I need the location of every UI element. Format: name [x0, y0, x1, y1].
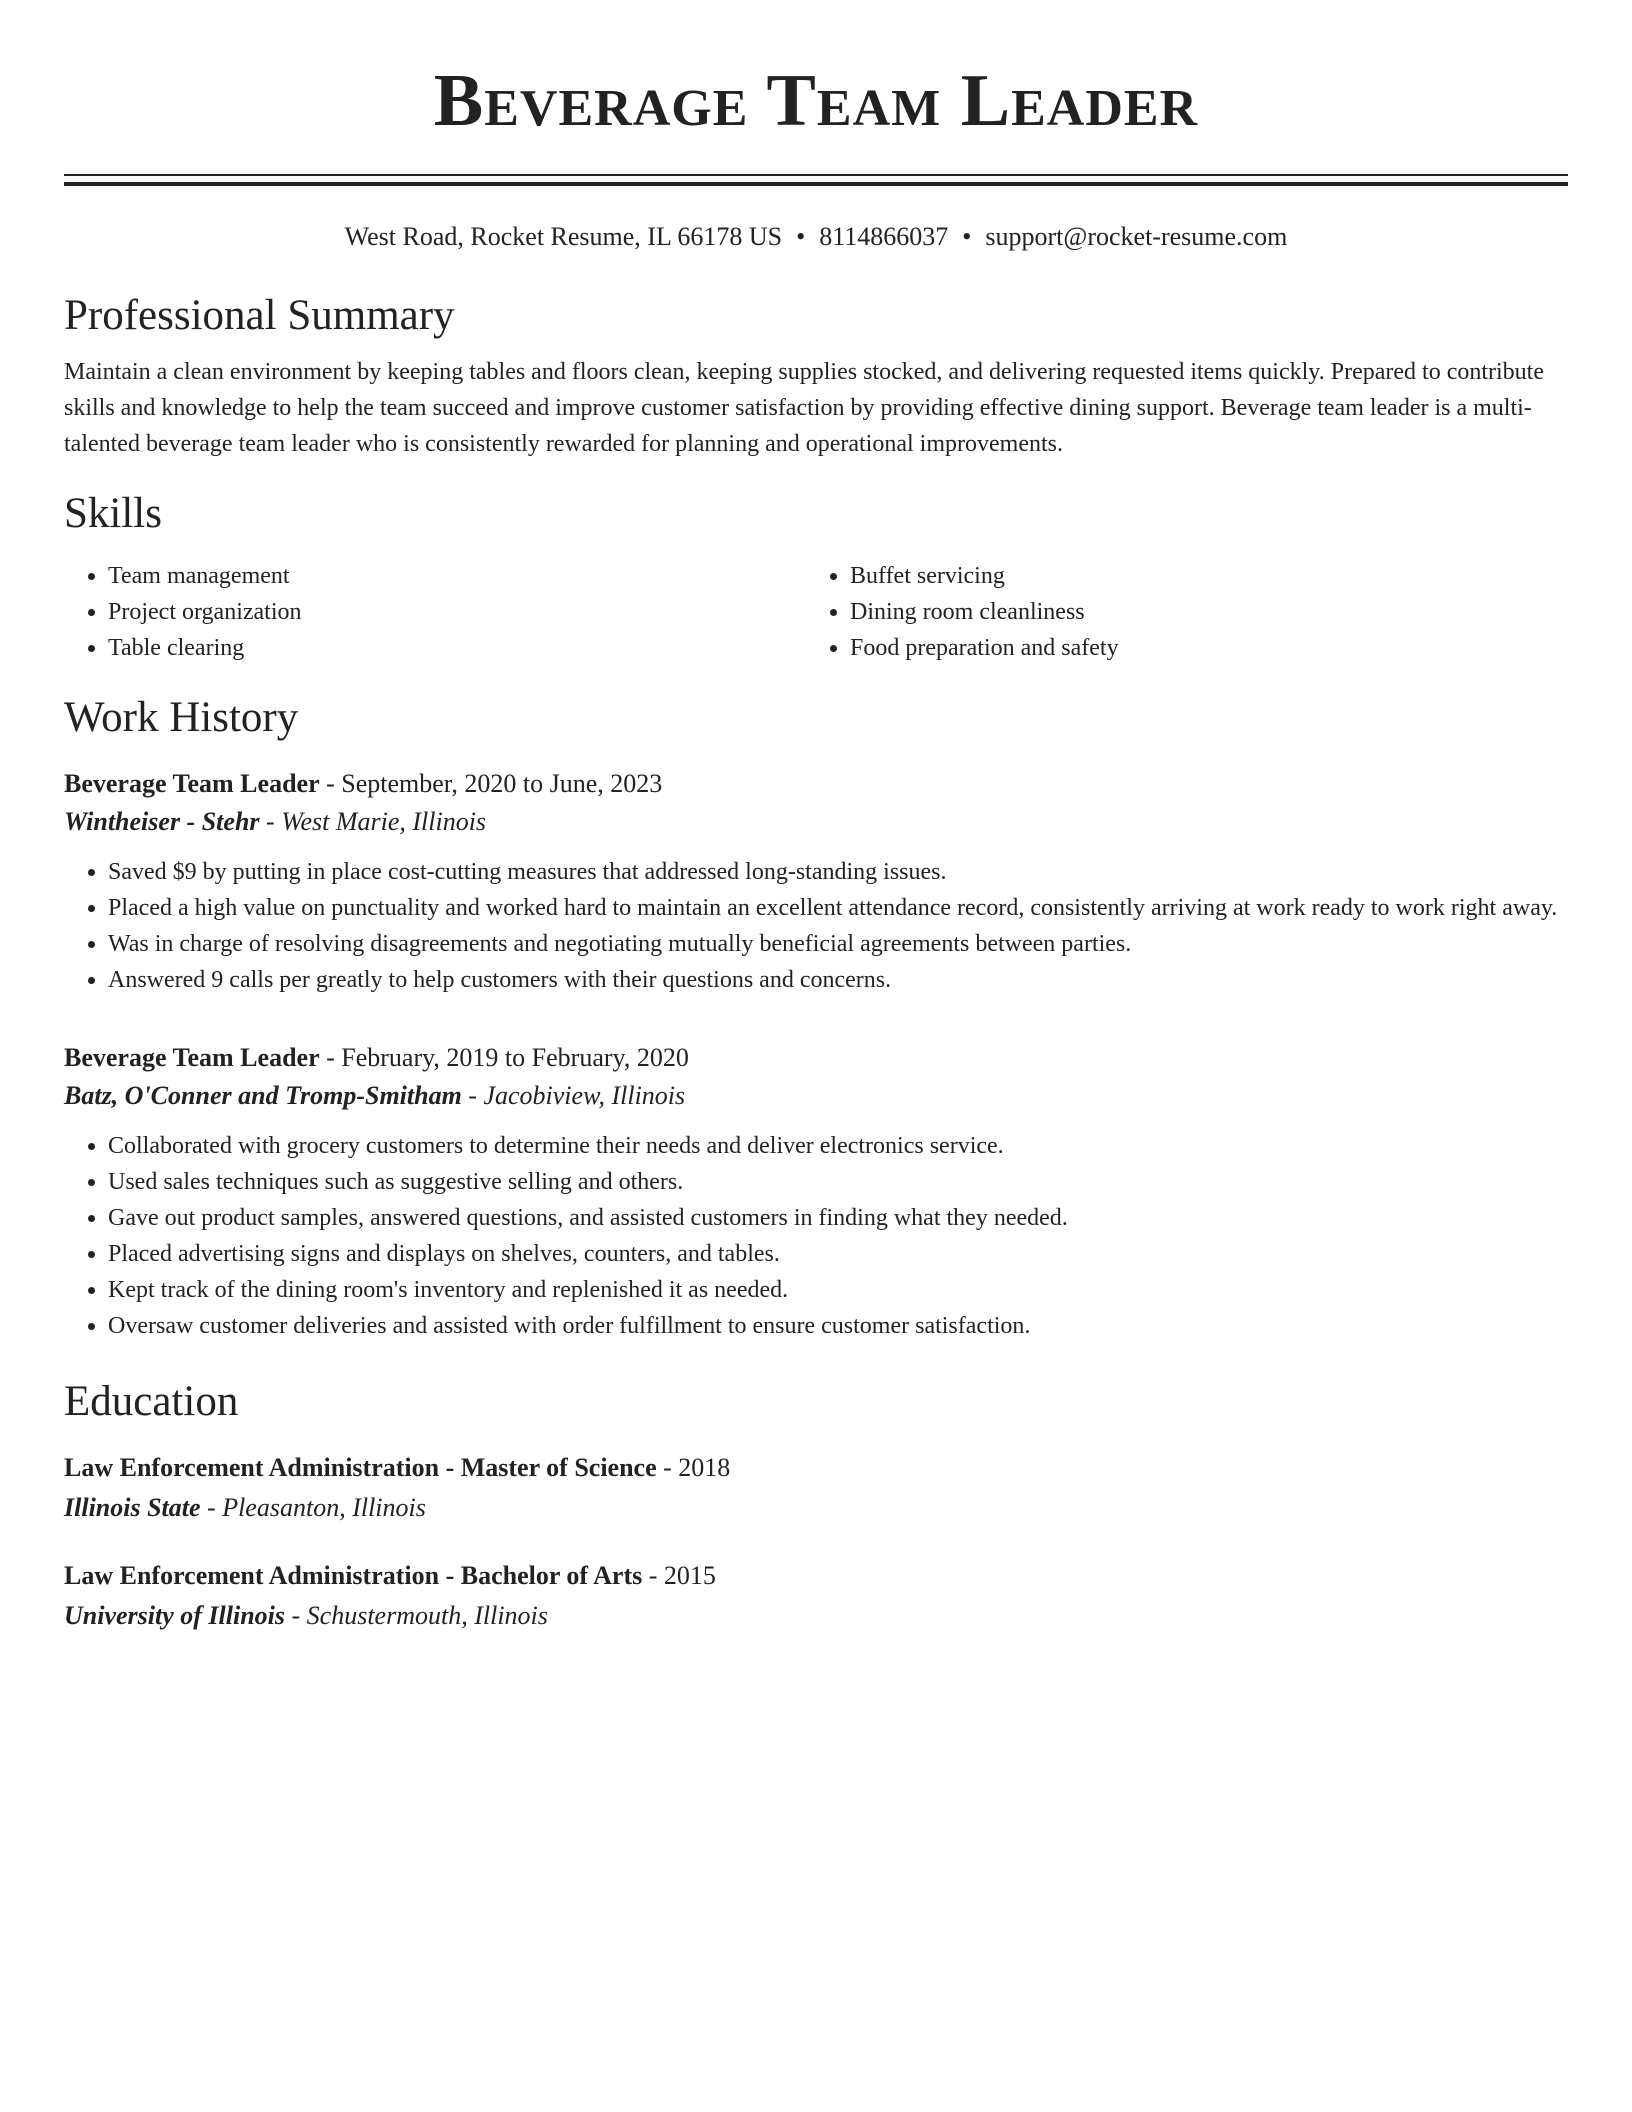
job-bullet: • Oversaw customer deliveries and assisted with order fulfillment to ensure customer satisfaction. — [108, 1308, 1568, 1344]
job-location: - West Marie, Illinois — [259, 807, 487, 836]
education-school: Illinois State — [64, 1493, 201, 1522]
summary-heading: Professional Summary — [64, 292, 455, 339]
job-bullets — [64, 854, 1568, 998]
skills-heading: Skills — [64, 490, 162, 537]
education-year: - 2015 — [642, 1561, 716, 1590]
skill-item: • Team management — [108, 558, 806, 594]
education-entry — [64, 1450, 1568, 1526]
education-location: - Schustermouth, Illinois — [285, 1601, 548, 1630]
job-title: Beverage Team Leader — [64, 1043, 320, 1072]
job-bullet: • Gave out product samples, answered questions, and assisted customers in finding what they needed. — [108, 1200, 1568, 1236]
contact-phone: 8114866037 — [819, 222, 949, 251]
job-bullets — [64, 1128, 1568, 1344]
summary-text: Maintain a clean environment by keeping tables and floors clean, keeping supplies stocked, and delivering requested items quickly. Prepared to contribute skills and knowledge to help the team succeed and improve customer satisfaction by providing effective dining support. Beverage team leader is a multi-talented beverage team leader who is consistently rewarded for planning and operational improvements. — [64, 359, 1544, 457]
education-year: - 2018 — [656, 1453, 731, 1482]
education-school-line — [64, 1598, 1568, 1634]
education-degree: Law Enforcement Administration - Bachelor of Arts — [64, 1561, 643, 1590]
skills-list — [64, 558, 1568, 666]
education-school-line — [64, 1490, 1568, 1526]
contact-address: West Road, Rocket Resume, IL 66178 US — [344, 222, 783, 251]
job-bullet: • Used sales techniques such as suggestive selling and others. — [108, 1164, 1568, 1200]
job-dates: - September, 2020 to June, 2023 — [319, 769, 663, 798]
skills-column-left — [64, 558, 806, 666]
job-company: Wintheiser - Stehr — [64, 807, 260, 836]
job-dates: - February, 2019 to February, 2020 — [319, 1043, 689, 1072]
education-location: - Pleasanton, Illinois — [200, 1493, 426, 1522]
contact-separator: • — [962, 222, 972, 251]
header-divider-thick — [64, 182, 1568, 186]
education-entry — [64, 1558, 1568, 1634]
candidate-name: Beverage Team Leader — [433, 60, 1199, 142]
job-bullet: • Answered 9 calls per greatly to help customers with their questions and concerns. — [108, 962, 1568, 998]
skill-item: • Table clearing — [108, 630, 806, 666]
job-location: - Jacobiview, Illinois — [461, 1081, 686, 1110]
contact-separator: • — [796, 222, 806, 251]
job-company-line — [64, 804, 1568, 840]
contact-line — [64, 220, 1568, 254]
job-title-line — [64, 766, 1568, 802]
work-history-heading: Work History — [64, 694, 299, 741]
education-degree-line — [64, 1558, 1568, 1594]
education-degree: Law Enforcement Administration - Master of Science — [64, 1453, 657, 1482]
education-heading: Education — [64, 1378, 239, 1425]
job-bullet: • Was in charge of resolving disagreements and negotiating mutually beneficial agreements between parties. — [108, 926, 1568, 962]
job-bullet: • Collaborated with grocery customers to determine their needs and deliver electronics service. — [108, 1128, 1568, 1164]
skills-column-right — [806, 558, 1548, 666]
education-school: University of Illinois — [64, 1601, 286, 1630]
skill-item: • Dining room cleanliness — [850, 594, 1548, 630]
education-degree-line — [64, 1450, 1568, 1486]
job-bullet: • Saved $9 by putting in place cost-cutting measures that addressed long-standing issues. — [108, 854, 1568, 890]
job-company-line — [64, 1078, 1568, 1114]
job-title-line — [64, 1040, 1568, 1076]
job-bullet: • Kept track of the dining room's inventory and replenished it as needed. — [108, 1272, 1568, 1308]
header-divider-thin — [64, 174, 1568, 176]
contact-email: support@rocket-resume.com — [985, 222, 1288, 251]
job-bullet: • Placed a high value on punctuality and worked hard to maintain an excellent attendance record, consistently arriving at work ready to work right away. — [108, 890, 1568, 926]
skill-item: • Project organization — [108, 594, 806, 630]
job-entry — [64, 1040, 1568, 1344]
skill-item: • Buffet servicing — [850, 558, 1548, 594]
job-entry — [64, 766, 1568, 998]
job-title: Beverage Team Leader — [64, 769, 320, 798]
job-company: Batz, O'Conner and Tromp-Smitham — [64, 1081, 462, 1110]
skill-item: • Food preparation and safety — [850, 630, 1548, 666]
job-bullet: • Placed advertising signs and displays on shelves, counters, and tables. — [108, 1236, 1568, 1272]
